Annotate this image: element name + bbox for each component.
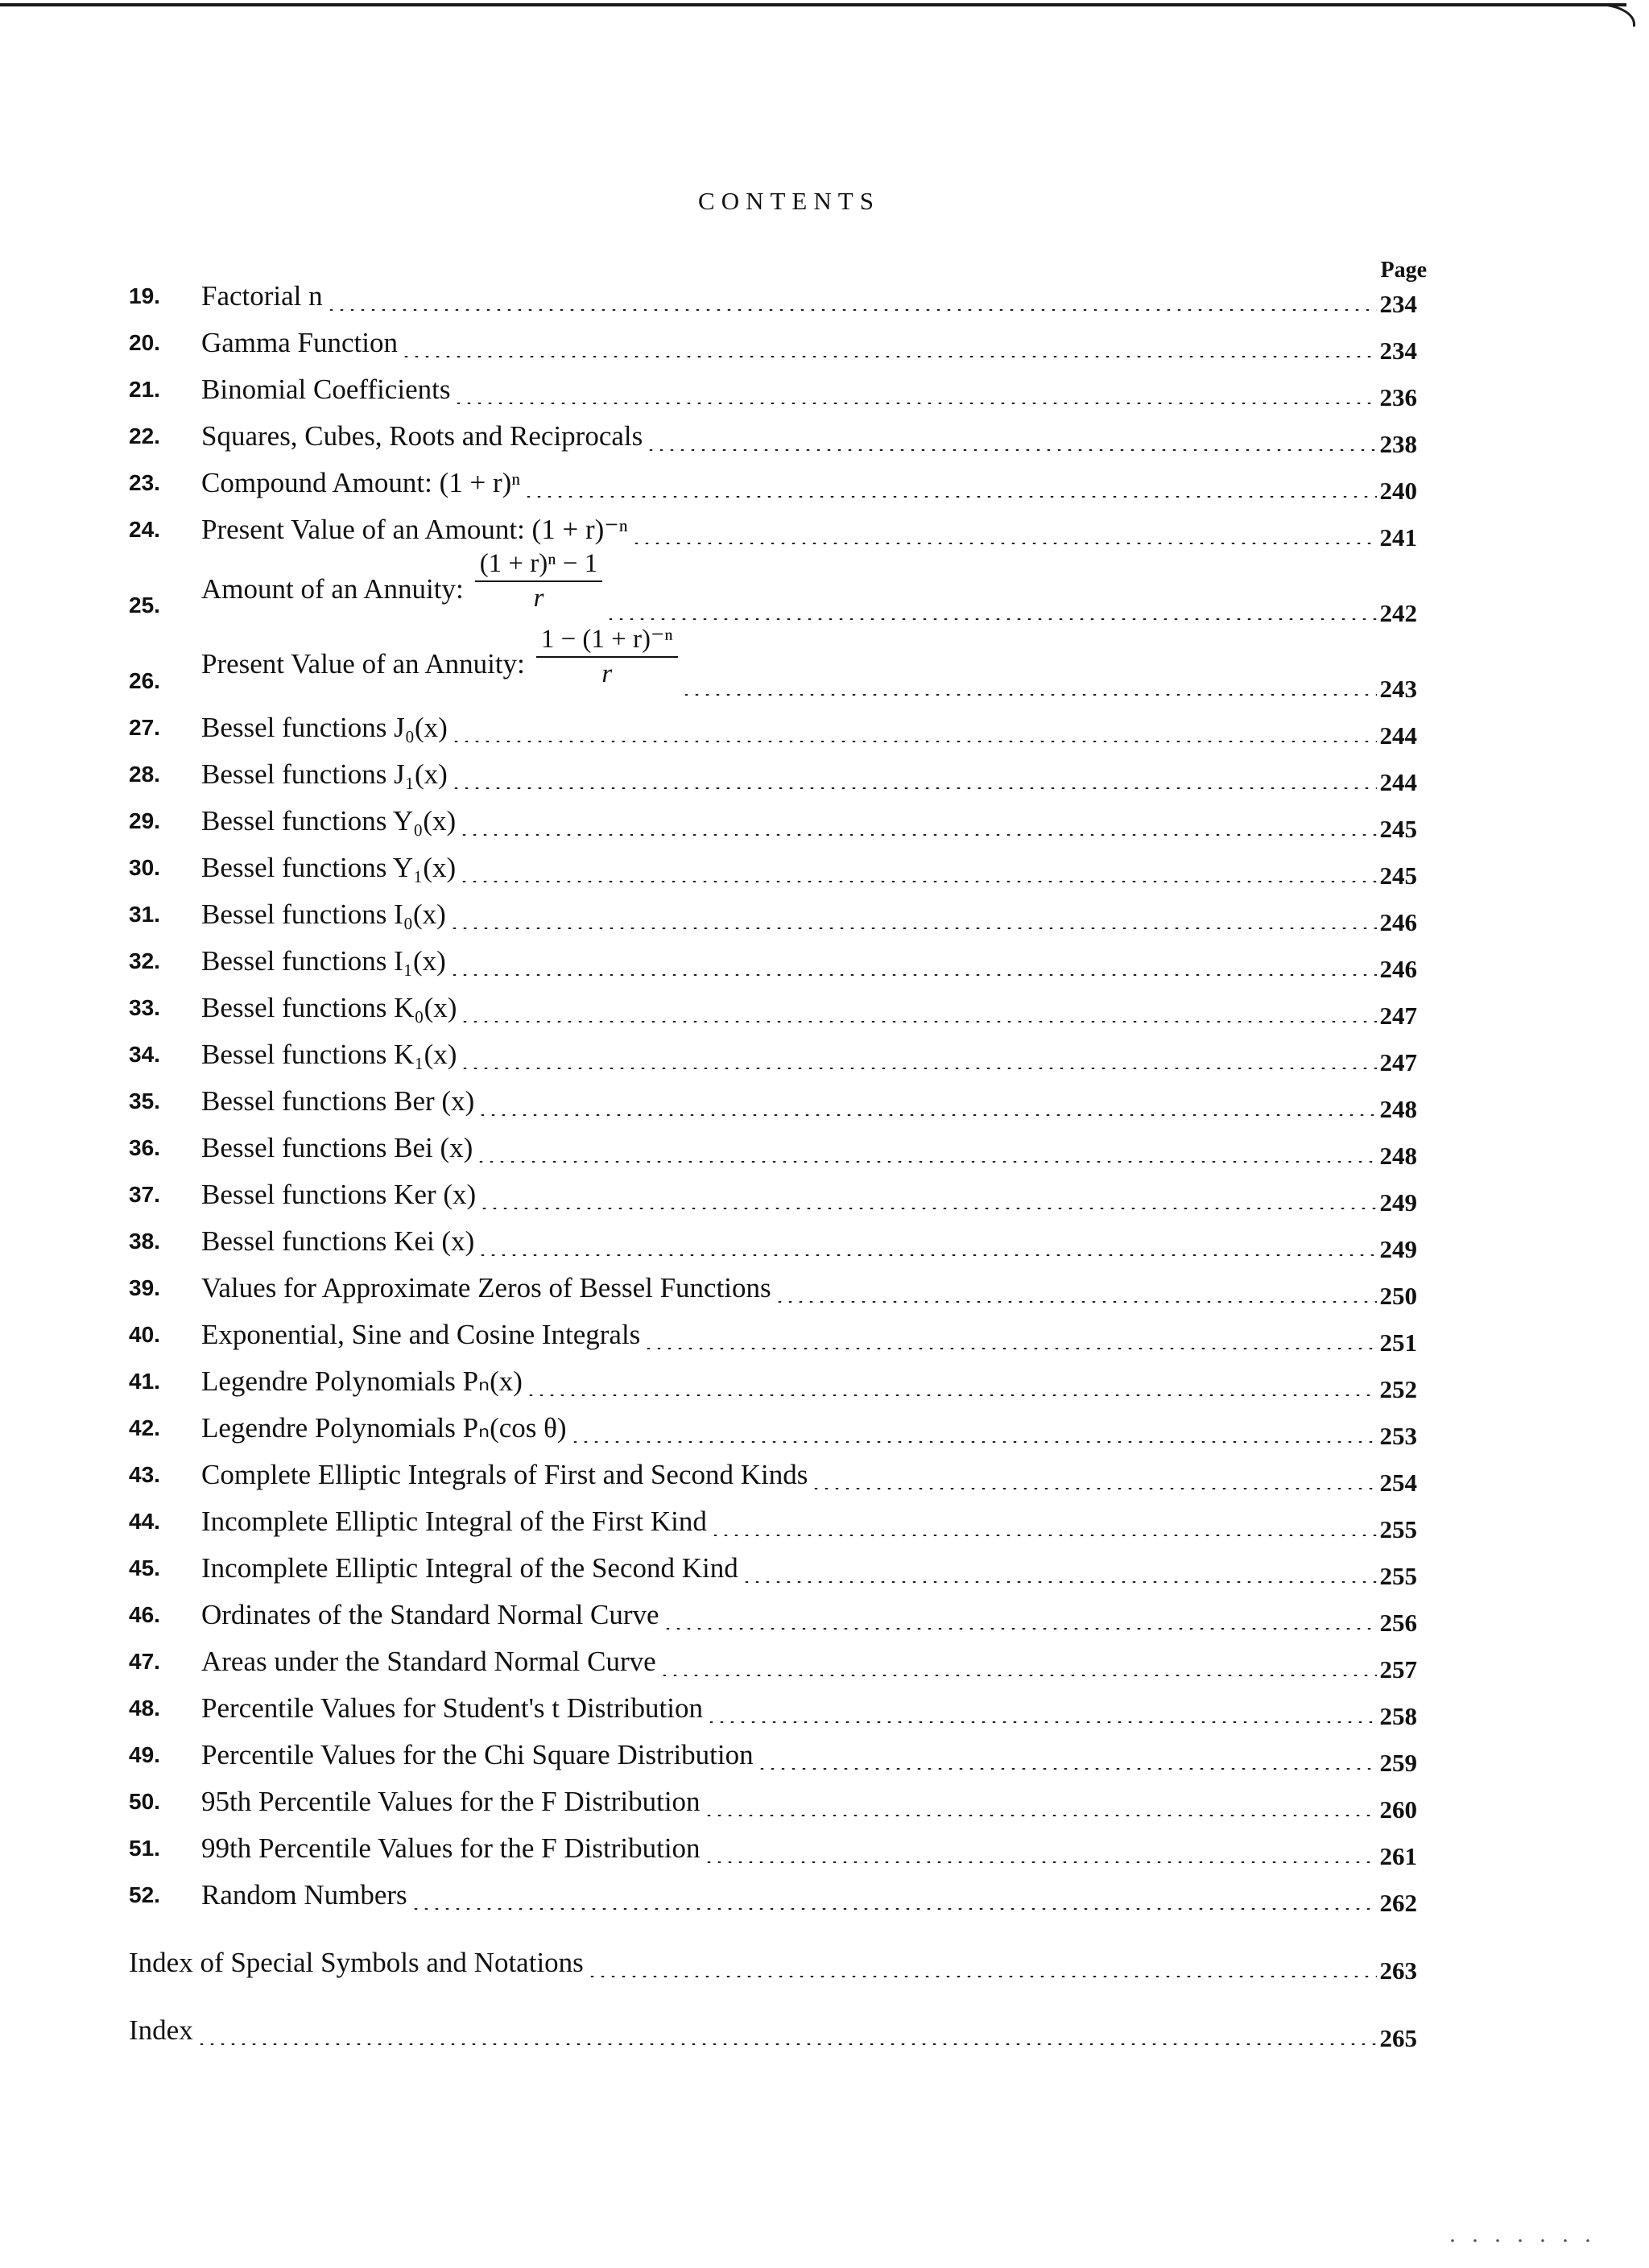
scan-specks [1441, 2238, 1602, 2243]
entry-number: 28. [129, 762, 160, 787]
page-column-label: Page [1380, 258, 1427, 283]
entry-number: 47. [129, 1649, 160, 1674]
entry-page: 258 [1379, 1702, 1417, 1730]
entry-title: Legendre Polynomials Pₙ(x) [201, 1365, 523, 1397]
entry-number: 44. [129, 1509, 160, 1534]
entry-page: 241 [1379, 523, 1417, 552]
entry-page: 242 [1379, 599, 1417, 627]
entry-title: Bessel functions Y₁(x) [201, 852, 457, 883]
toc-entry-index-symbols[interactable] [129, 1940, 1417, 1987]
dot-leader [411, 1908, 1377, 1910]
toc-entry[interactable] [129, 1499, 1417, 1546]
dot-leader [710, 1535, 1377, 1536]
dot-leader [401, 356, 1377, 357]
entry-number: 26. [129, 668, 160, 693]
dot-leader [704, 1861, 1377, 1863]
dot-leader [459, 834, 1376, 836]
entry-title: Bessel functions I₁(x) [201, 945, 446, 977]
entry-number: 34. [129, 1042, 160, 1067]
entry-title: Percentile Values for the Chi Square Distribution [201, 1739, 754, 1770]
entry-title: Values for Approximate Zeros of Bessel Functions [201, 1272, 771, 1303]
entry-title: Bessel functions Ker (x) [201, 1179, 477, 1210]
entry-page: 257 [1379, 1655, 1417, 1683]
entry-title: Bessel functions K₀(x) [201, 992, 457, 1023]
dot-leader [449, 927, 1377, 929]
entry-title: Present Value of an Amount: (1 + r)⁻ⁿ [201, 514, 628, 545]
toc-entry[interactable] [129, 1266, 1417, 1312]
toc-entry[interactable] [129, 1452, 1417, 1499]
entry-page: 259 [1379, 1749, 1417, 1777]
entry-title: Bessel functions Bei (x) [201, 1132, 473, 1163]
entry-title: Bessel functions I₀(x) [201, 899, 446, 930]
dot-leader [587, 1976, 1377, 1977]
entry-page: 248 [1379, 1142, 1417, 1170]
entry-number: 19. [129, 283, 160, 308]
entry-number: 40. [129, 1322, 160, 1347]
entry-page: 234 [1379, 337, 1417, 365]
entry-page: 253 [1379, 1422, 1417, 1450]
dot-leader [526, 1394, 1377, 1396]
toc-entry[interactable] [129, 985, 1417, 1032]
toc-entry[interactable] [129, 1126, 1417, 1172]
dot-leader [459, 881, 1376, 882]
dot-leader [706, 1721, 1377, 1723]
toc-entry[interactable] [129, 1359, 1417, 1406]
entry-number: 52. [129, 1882, 160, 1907]
dot-leader [479, 1208, 1376, 1209]
entry-page: 238 [1379, 430, 1417, 458]
entry-page: 260 [1379, 1795, 1417, 1824]
entry-number: 27. [129, 715, 160, 740]
toc-entry[interactable] [129, 799, 1417, 845]
dot-leader [704, 1815, 1377, 1816]
dot-leader [757, 1768, 1377, 1770]
entry-page: 256 [1379, 1609, 1417, 1637]
entry-number: 31. [129, 902, 160, 927]
dot-leader [451, 787, 1377, 789]
entry-page: 243 [1379, 675, 1417, 703]
entry-number: 42. [129, 1415, 160, 1440]
entry-title: Gamma Function [201, 327, 398, 358]
entry-page: 265 [1379, 2024, 1417, 2052]
entry-title: Incomplete Elliptic Integral of the Second Kind [201, 1552, 738, 1584]
entry-page: 250 [1379, 1282, 1417, 1310]
entry-title: 99th Percentile Values for the F Distribution [201, 1832, 701, 1864]
entry-title: Compound Amount: (1 + r)ⁿ [201, 467, 521, 498]
toc-entry[interactable] [129, 1873, 1417, 1919]
toc-entry[interactable] [129, 1593, 1417, 1639]
table-of-contents [129, 274, 1417, 2055]
entry-page: 245 [1379, 815, 1417, 843]
toc-entry[interactable] [129, 1219, 1417, 1266]
toc-entry[interactable] [129, 1639, 1417, 1686]
entry-title: 95th Percentile Values for the F Distribution [201, 1786, 701, 1817]
entry-title: Index of Special Symbols and Notations [129, 1947, 584, 1978]
entry-title: Squares, Cubes, Roots and Reciprocals [201, 420, 643, 452]
entry-title-text: Present Value of an Annuity: [201, 647, 525, 680]
entry-page: 263 [1379, 1956, 1417, 1985]
toc-entry[interactable] [129, 939, 1417, 985]
entry-page: 236 [1379, 383, 1417, 411]
entry-number: 51. [129, 1836, 160, 1861]
toc-entry[interactable] [129, 752, 1417, 799]
entry-number: 20. [129, 330, 160, 355]
entry-title-text: Amount of an Annuity: [201, 573, 464, 605]
entry-title: Factorial n [201, 280, 323, 312]
entry-number: 22. [129, 423, 160, 448]
entry-number: 29. [129, 808, 160, 833]
entry-title: Areas under the Standard Normal Curve [201, 1646, 656, 1677]
entry-page: 248 [1379, 1095, 1417, 1123]
entry-page: 246 [1379, 908, 1417, 936]
entry-number: 39. [129, 1275, 160, 1300]
entry-page: 255 [1379, 1515, 1417, 1543]
toc-entry[interactable] [129, 845, 1417, 892]
top-rule-curl [1594, 3, 1635, 27]
page-heading: CONTENTS [698, 187, 880, 215]
entry-title: Random Numbers [201, 1879, 407, 1911]
dot-leader [477, 1254, 1376, 1256]
toc-entry[interactable] [129, 892, 1417, 939]
entry-title: Bessel functions K₁(x) [201, 1039, 457, 1070]
entry-title: Bessel functions Ber (x) [201, 1085, 475, 1117]
dot-leader [570, 1441, 1377, 1443]
entry-number: 46. [129, 1602, 160, 1627]
entry-number: 45. [129, 1555, 160, 1580]
entry-page: 261 [1379, 1842, 1417, 1870]
toc-entry[interactable] [129, 367, 1417, 414]
entry-page: 249 [1379, 1188, 1417, 1217]
toc-entry[interactable] [129, 1779, 1417, 1826]
fraction [536, 622, 678, 689]
entry-page: 254 [1379, 1469, 1417, 1497]
toc-entry[interactable] [129, 507, 1417, 554]
entry-title: Exponential, Sine and Cosine Integrals [201, 1319, 641, 1350]
entry-title: Incomplete Elliptic Integral of the First Kind [201, 1506, 707, 1537]
entry-number: 38. [129, 1229, 160, 1254]
toc-entry[interactable] [129, 1686, 1417, 1733]
entry-number: 25. [129, 593, 160, 618]
toc-entry[interactable] [129, 1032, 1417, 1079]
entry-page: 245 [1379, 861, 1417, 890]
dot-leader [451, 741, 1377, 742]
toc-entry[interactable] [129, 320, 1417, 367]
entry-page: 234 [1379, 290, 1417, 318]
entry-title: Index [129, 2014, 193, 2046]
toc-entry[interactable] [129, 1079, 1417, 1126]
dot-leader [460, 1021, 1376, 1022]
entry-title: Legendre Polynomials Pₙ(cos θ) [201, 1412, 567, 1444]
top-rule [0, 3, 1626, 6]
entry-number: 23. [129, 470, 160, 495]
dot-leader [643, 1348, 1376, 1349]
entry-page: 255 [1379, 1562, 1417, 1590]
toc-entry[interactable] [129, 274, 1417, 320]
toc-entry[interactable] [129, 1733, 1417, 1779]
toc-entry[interactable] [129, 705, 1417, 752]
entry-title: Binomial Coefficients [201, 374, 451, 405]
entry-number: 30. [129, 855, 160, 880]
toc-entry-index[interactable] [129, 2008, 1417, 2055]
entry-title: Bessel functions J₀(x) [201, 712, 448, 743]
toc-entry[interactable] [129, 549, 1417, 630]
entry-number: 50. [129, 1789, 160, 1814]
entry-number: 35. [129, 1089, 160, 1113]
toc-entry[interactable] [129, 461, 1417, 507]
dot-leader [663, 1628, 1377, 1630]
entry-title: Bessel functions J₁(x) [201, 758, 448, 790]
entry-title: Bessel functions Kei (x) [201, 1225, 475, 1257]
entry-title: Ordinates of the Standard Normal Curve [201, 1599, 659, 1630]
entry-page: 247 [1379, 1048, 1417, 1076]
dot-leader [460, 1068, 1376, 1069]
entry-page: 240 [1379, 477, 1417, 505]
dot-leader [775, 1301, 1377, 1303]
dot-leader [453, 403, 1376, 404]
entry-page: 251 [1379, 1328, 1417, 1357]
entry-page: 246 [1379, 955, 1417, 983]
entry-page: 262 [1379, 1889, 1417, 1917]
entry-title [201, 549, 602, 630]
entry-number: 36. [129, 1135, 160, 1160]
dot-leader [811, 1488, 1376, 1489]
entry-number: 41. [129, 1369, 160, 1394]
toc-entry[interactable] [129, 1312, 1417, 1359]
dot-leader [523, 496, 1376, 498]
entry-number: 48. [129, 1696, 160, 1721]
toc-entry[interactable] [129, 1826, 1417, 1873]
dot-leader [477, 1114, 1376, 1116]
entry-page: 244 [1379, 768, 1417, 796]
entry-title: Bessel functions Y₀(x) [201, 805, 457, 837]
fraction-denominator: r [601, 659, 613, 688]
fraction-numerator: (1 + r)ⁿ − 1 [475, 549, 603, 582]
entry-page: 244 [1379, 721, 1417, 750]
entry-title: Complete Elliptic Integrals of First and Second Kinds [201, 1459, 808, 1490]
dot-leader [449, 974, 1377, 976]
entry-number: 49. [129, 1742, 160, 1767]
dot-leader [631, 543, 1377, 544]
entry-title: Percentile Values for Student's t Distribution [201, 1692, 703, 1724]
dot-leader [326, 309, 1377, 311]
toc-entry[interactable] [129, 625, 1417, 705]
entry-page: 247 [1379, 1002, 1417, 1030]
entry-number: 37. [129, 1182, 160, 1207]
entry-number: 43. [129, 1462, 160, 1487]
dot-leader [742, 1581, 1377, 1583]
entry-number: 32. [129, 948, 160, 973]
toc-entry[interactable] [129, 1546, 1417, 1593]
entry-page: 252 [1379, 1375, 1417, 1403]
entry-number: 33. [129, 995, 160, 1020]
fraction-denominator: r [533, 584, 544, 613]
dot-leader [681, 694, 1377, 696]
dot-leader [659, 1675, 1377, 1676]
dot-leader [476, 1161, 1376, 1163]
toc-entry[interactable] [129, 1172, 1417, 1219]
dot-leader [605, 618, 1376, 620]
toc-entry[interactable] [129, 414, 1417, 461]
toc-entry[interactable] [129, 1406, 1417, 1452]
entry-number: 24. [129, 517, 160, 542]
dot-leader [646, 449, 1376, 451]
fraction [475, 549, 603, 613]
entry-number: 21. [129, 377, 160, 402]
entry-page: 249 [1379, 1235, 1417, 1263]
fraction-numerator: 1 − (1 + r)⁻ⁿ [536, 622, 678, 658]
dot-leader [196, 2043, 1377, 2045]
entry-title [201, 625, 678, 705]
